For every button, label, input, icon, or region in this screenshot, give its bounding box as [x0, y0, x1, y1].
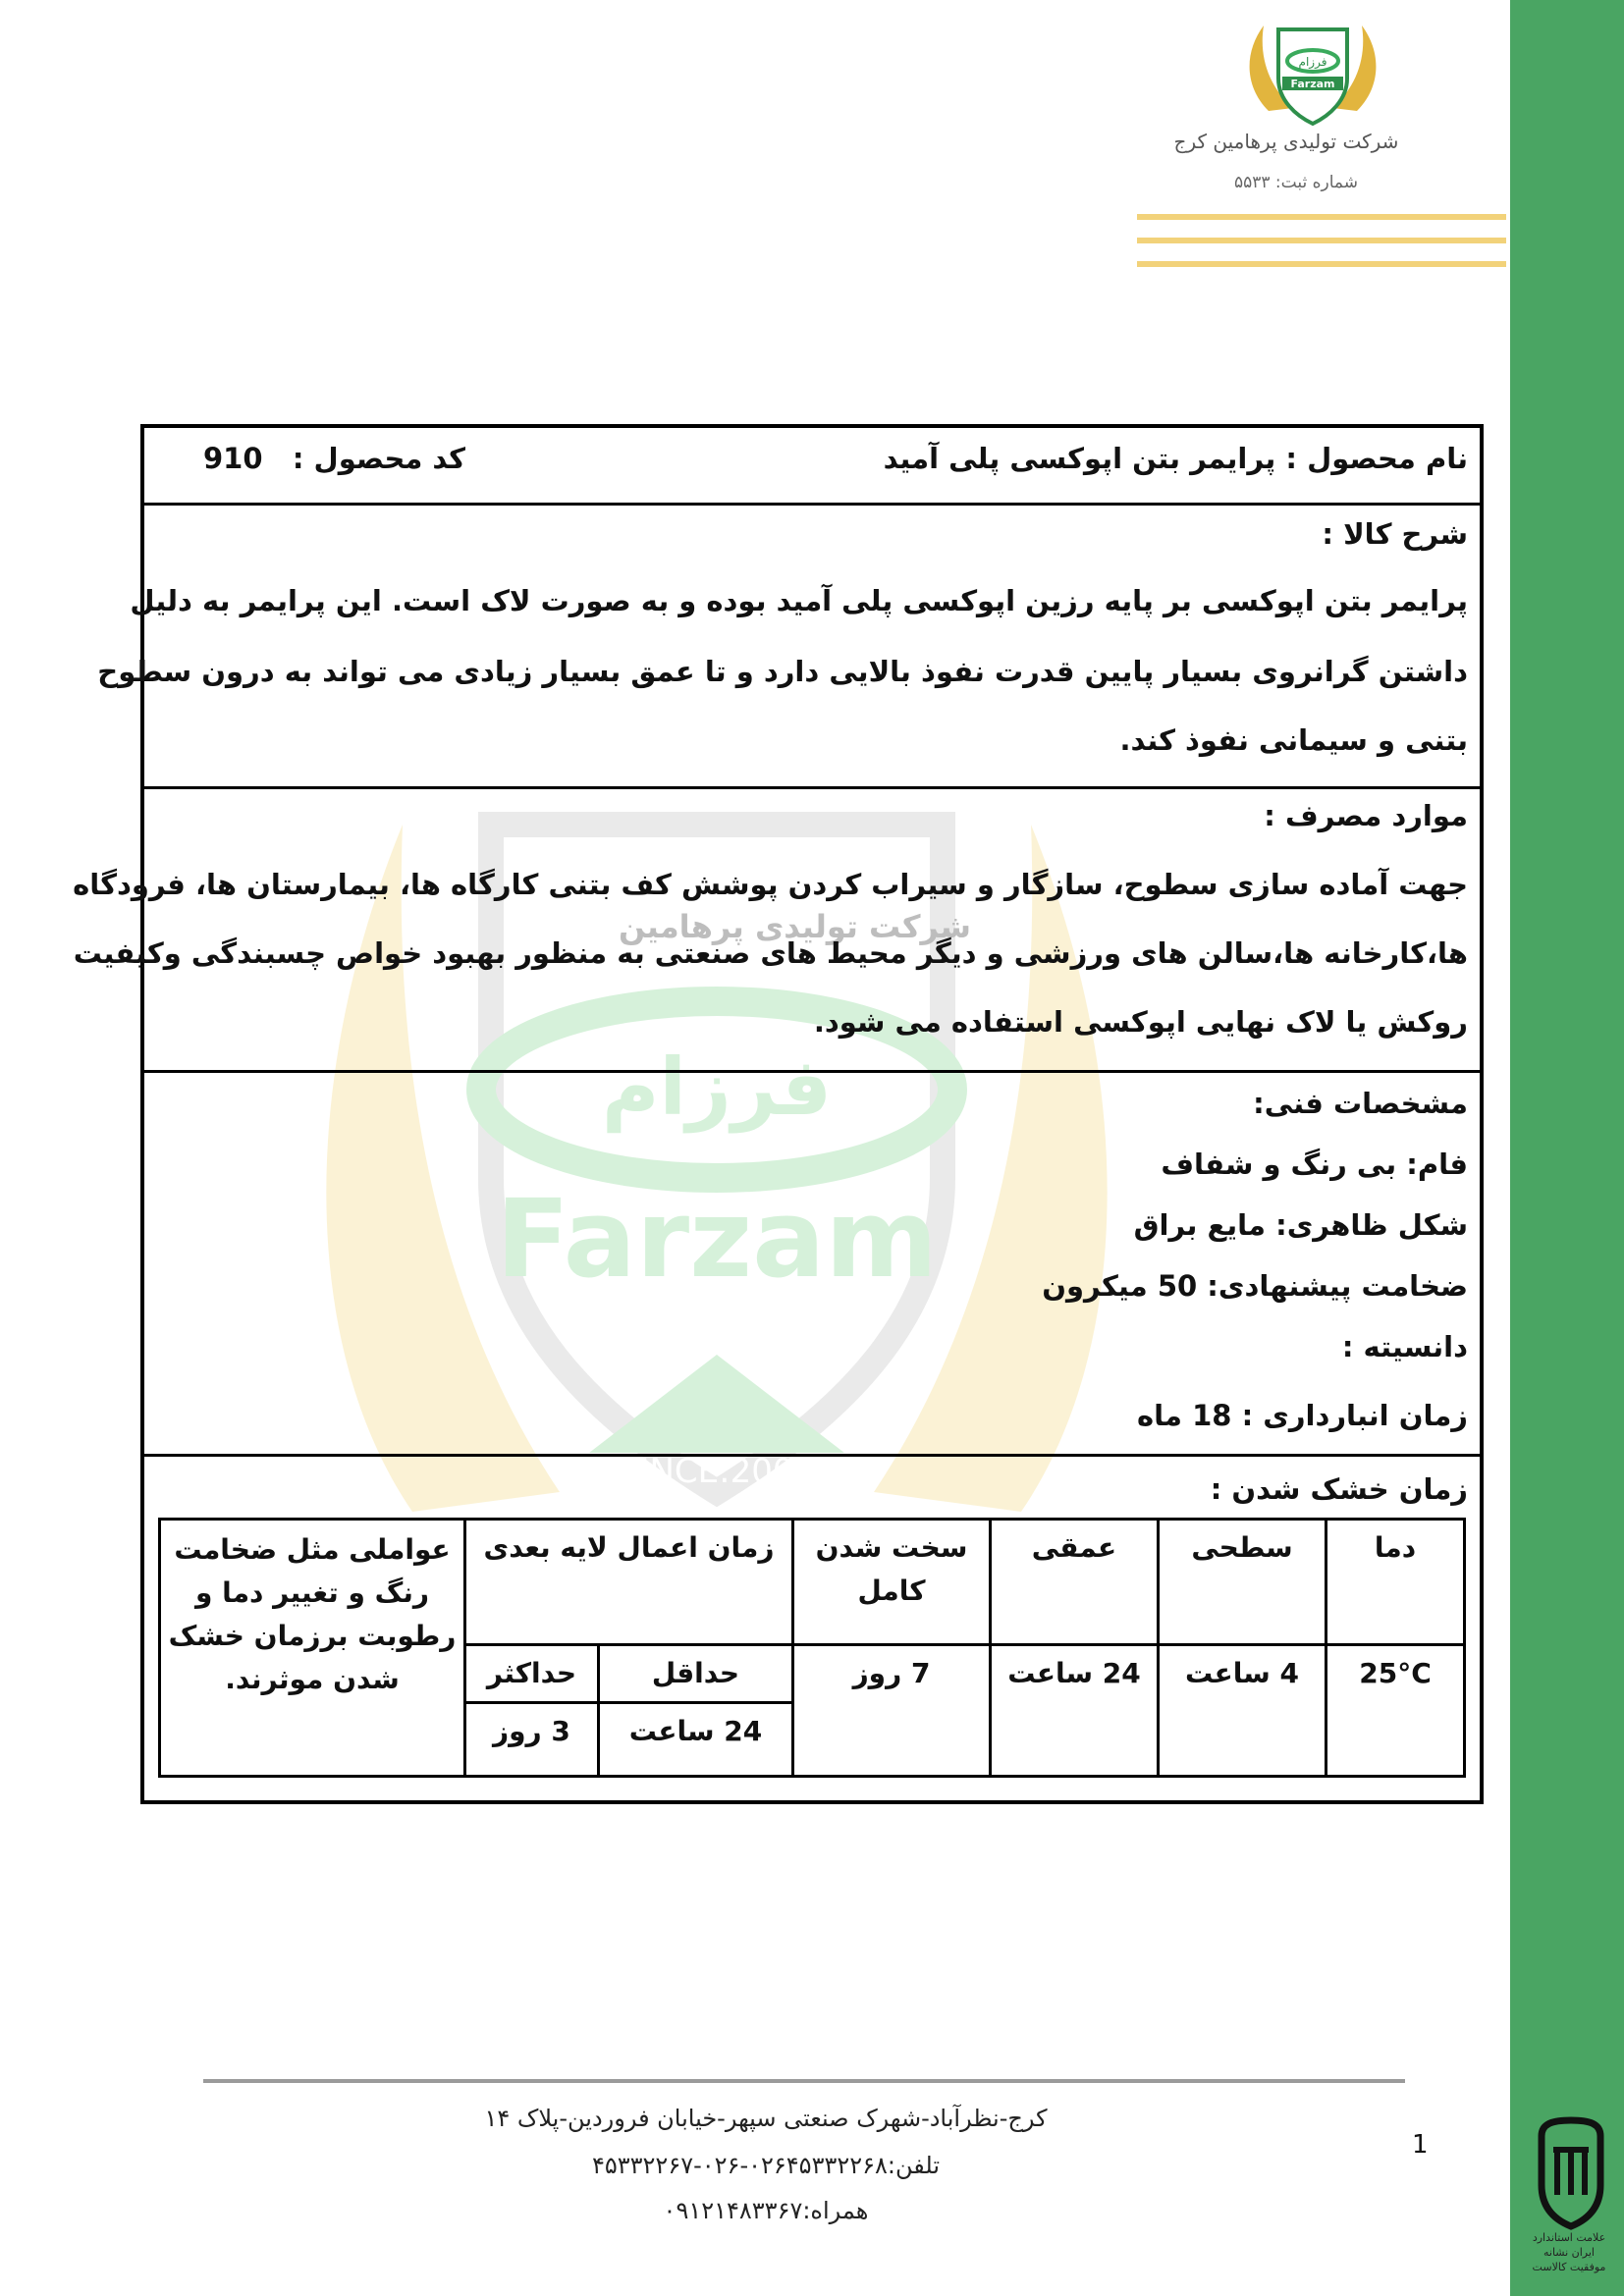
header-deep: عمقی: [991, 1520, 1159, 1645]
next-coat-max-cell: [465, 1645, 599, 1777]
value-deep: 24 ساعت: [991, 1645, 1159, 1777]
value-surface: 4 ساعت: [1159, 1645, 1326, 1777]
spec-storage: زمان انبارداری : 18 ماه: [1137, 1399, 1468, 1432]
value-temp: 25°C: [1326, 1645, 1465, 1777]
logo-text: فرزام: [1298, 55, 1327, 69]
specs-heading: مشخصات فنی:: [1253, 1087, 1468, 1120]
iso-caption: علامت استاندارد ایران نشانه موفقیت کالاست: [1532, 2231, 1606, 2273]
product-code: [203, 440, 465, 477]
description-line: بتنی و سیمانی نفوذ کند.: [1119, 723, 1468, 757]
usage-line: ها،کارخانه ها،سالن های ورزشی و دیگر محیط های صنعتی به منظور بهبود خواص چسبندگی وکیفیت: [73, 936, 1468, 970]
product-name: نام محصول : پرایمر بتن اپوکسی پلی آمید: [883, 442, 1468, 475]
header-next-coat: زمان اعمال لایه بعدی: [465, 1520, 793, 1645]
description-line: پرایمر بتن اپوکسی بر پایه رزین اپوکسی پلی آمید بوده و به صورت لاک است. این پرایمر به دلیل: [130, 584, 1468, 617]
description-line: داشتن گرانروی بسیار پایین قدرت نفوذ بالایی دارد و تا عمق بسیار زیادی می تواند به درون سطوح: [97, 655, 1468, 688]
header-max: حداکثر: [466, 1646, 597, 1704]
product-row: [144, 428, 1480, 506]
header-surface: سطحی: [1159, 1520, 1326, 1645]
side-green-bar: [1510, 0, 1624, 2296]
next-coat-min-cell: [598, 1645, 792, 1777]
spec-density: دانسیته :: [1341, 1330, 1468, 1363]
value-max: 3 روز: [493, 1715, 570, 1747]
header-min: حداقل: [600, 1646, 791, 1704]
company-name: شرکت تولیدی پرهامین کرج: [1173, 130, 1399, 153]
drying-table: [158, 1518, 1466, 1778]
iran-standard-mark-icon: [1532, 2116, 1610, 2234]
header-full-cure: سخت شدن کامل: [793, 1520, 991, 1645]
description-section: [97, 506, 1480, 789]
watermark-brand: Farzam: [495, 1176, 939, 1302]
registration-number: شماره ثبت: ۵۵۳۳: [1234, 173, 1358, 192]
value-min: 24 ساعت: [628, 1715, 763, 1747]
spec-appearance: شکل ظاهری: مایع براق: [1133, 1208, 1468, 1242]
page-number: 1: [1412, 2130, 1429, 2160]
gold-divider-lines: [1137, 214, 1506, 283]
footer-divider: [203, 2079, 1405, 2083]
product-code-value: 910: [203, 442, 263, 475]
usage-heading: موارد مصرف :: [1264, 799, 1468, 832]
usage-section: [73, 789, 1480, 1073]
product-sheet: [73, 424, 1484, 1804]
spec-thickness: ضخامت پیشنهادی: 50 میکرون: [1042, 1269, 1468, 1303]
footer-phone: تلفن:۰۲۶۴۵۳۳۲۲۶۸-۰۲۶-۴۵۳۳۲۲۶۷: [591, 2152, 941, 2179]
description-heading: شرح کالا :: [1322, 517, 1468, 551]
specs-section: [144, 1073, 1480, 1457]
usage-line: روکش یا لاک نهایی اپوکسی استفاده می شود.: [813, 1005, 1468, 1039]
product-code-label: کد محصول :: [292, 442, 466, 475]
farzam-logo: [1239, 18, 1386, 133]
watermark-since: SINCE:2000: [618, 1452, 816, 1491]
drying-heading: زمان خشک شدن :: [1210, 1472, 1468, 1506]
footer-mobile: همراه:۰۹۱۲۱۴۸۳۳۶۷: [663, 2197, 869, 2224]
spec-color: فام: بی رنگ و شفاف: [1161, 1148, 1468, 1181]
footer-address: کرج-نظرآباد-شهرک صنعتی سپهر-خیابان فروردین-پلاک ۱۴: [484, 2105, 1048, 2132]
drying-note: عواملی مثل ضخامت رنگ و تغییر دما و رطوبت برزمان خشک شدن موثرند.: [160, 1520, 465, 1777]
logo-brand: Farzam: [1290, 78, 1335, 90]
watermark-brand-fa: فرزام: [601, 1041, 833, 1133]
watermark-company: شرکت تولیدی پرهامین: [619, 908, 971, 945]
header-temp: دما: [1326, 1520, 1465, 1645]
usage-line: جهت آماده سازی سطوح، سازگار و سیراب کردن پوشش کف بتنی کارگاه ها، بیمارستان ها، فرودگاه: [73, 868, 1468, 901]
value-full-cure: 7 روز: [793, 1645, 991, 1777]
